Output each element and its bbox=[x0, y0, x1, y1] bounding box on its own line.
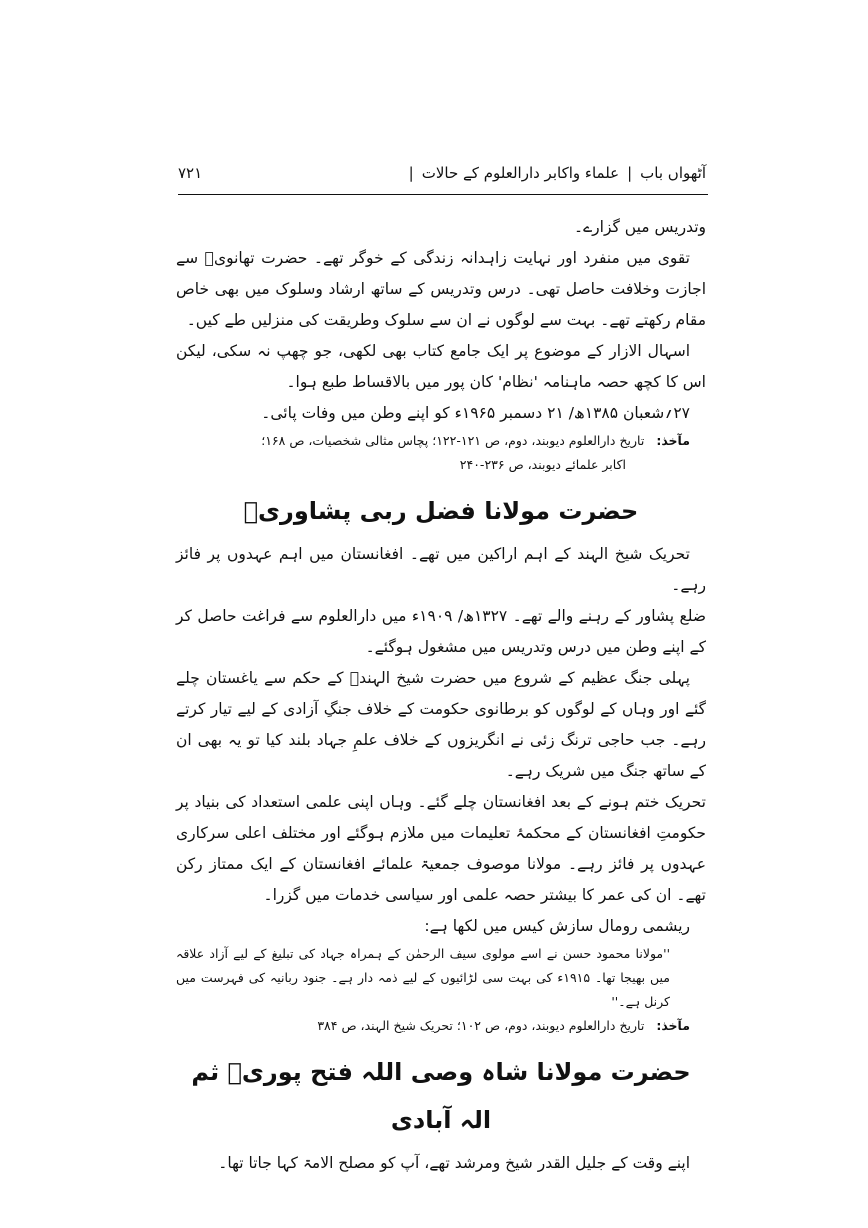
paragraph: ضلع پشاور کے رہنے والے تھے۔ ۱۳۲۷ھ/ ۱۹۰۹ء میں دارالعلوم سے فراغت حاصل کر کے اپنے وطن میں درس وتدریس میں مشغول ہوگئے۔ bbox=[176, 607, 706, 656]
page-body bbox=[176, 212, 706, 1179]
paragraph: تحریک شیخ الہند کے اہم اراکین میں تھے۔ افغانستان میں اہم عہدوں پر فائز رہے۔ bbox=[176, 545, 706, 594]
paragraph: وتدریس میں گزارے۔ bbox=[573, 218, 706, 236]
source-note bbox=[176, 1014, 706, 1038]
section-heading: حضرت مولانا فضل ربی پشاوریؒ bbox=[243, 497, 639, 525]
source-note-continued: اکابر علمائے دیوبند، ص ۲۳۶-۲۴۰ bbox=[459, 457, 626, 472]
paragraph: پہلی جنگ عظیم کے شروع میں حضرت شیخ الہندؒ کے حکم سے یاغستان چلے گئے اور وہاں کے لوگوں کو برطانوی حکومت کے خلاف جنگِ آزادی کے لیے تیار کرتے رہے۔ جب حاجی ترنگ زئی نے انگریزوں کے خلاف علمِ جہاد بلند کیا تو یہ بھی ان کے ساتھ جنگ میں شریک رہے۔ bbox=[176, 669, 706, 780]
page-number: ۷۲۱ bbox=[178, 164, 203, 182]
block-quote: ''مولانا محمود حسن نے اسے مولوی سیف الرحمٰن کے ہمراہ جہاد کی تبلیغ کے لیے آزاد علاقہ میں بھیجا تھا۔ ۱۹۱۵ء کی بہت سی لڑائیوں کے لیے ذمہ دار ہے۔ جنود ربانیہ کی فہرست میں کرنل ہے۔'' bbox=[176, 946, 670, 1009]
header-rule bbox=[178, 194, 708, 195]
section-heading: حضرت مولانا شاہ وصی اللہ فتح پوریؒ ثم الہ آبادی bbox=[191, 1058, 691, 1134]
paragraph: تحریک ختم ہونے کے بعد افغانستان چلے گئے۔ وہاں اپنی علمی استعداد کی بنیاد پر حکومتِ افغانستان کے محکمۂ تعلیمات میں ملازم ہوگئے اور مختلف اعلی سرکاری عہدوں پر فائز رہے۔ مولانا موصوف جمعیۃ علمائے افغانستان کے ایک ممتاز رکن تھے۔ ان کی عمر کا بیشتر حصہ علمی اور سیاسی خدمات میں گزرا۔ bbox=[176, 793, 706, 904]
source-note bbox=[176, 429, 706, 453]
paragraph: اپنے وقت کے جلیل القدر شیخ ومرشد تھے، آپ کو مصلح الامۃ کہا جاتا تھا۔ bbox=[218, 1154, 690, 1172]
source-label: مآخذ: bbox=[656, 1018, 690, 1033]
running-header bbox=[178, 160, 706, 186]
paragraph: اسہال الازار کے موضوع پر ایک جامع کتاب بھی لکھی، جو چھپ نہ سکی، لیکن اس کا کچھ حصہ ماہنامہ 'نظام' کان پور میں بالاقساط طبع ہوا۔ bbox=[176, 342, 706, 391]
paragraph: ۲۷؍شعبان ۱۳۸۵ھ/ ۲۱ دسمبر ۱۹۶۵ء کو اپنے وطن میں وفات پائی۔ bbox=[261, 404, 690, 422]
chapter-label: آٹھواں باب bbox=[640, 164, 706, 182]
source-text: تاریخ دارالعلوم دیوبند، دوم، ص ۱۰۲؛ تحریک شیخ الہند، ص ۳۸۴ bbox=[317, 1018, 645, 1033]
paragraph: ریشمی رومال سازش کیس میں لکھا ہے: bbox=[424, 917, 690, 935]
paragraph: تقوی میں منفرد اور نہایت زاہدانہ زندگی کے خوگر تھے۔ حضرت تھانویؒ سے اجازت وخلافت حاصل تھی۔ درس وتدریس کے ساتھ ارشاد وسلوک میں بھی خاص مقام رکھتے تھے۔ بہت سے لوگوں نے ان سے سلوک وطریقت کی منزلیں طے کیں۔ bbox=[176, 249, 706, 329]
header-separator: | bbox=[627, 164, 633, 182]
chapter-title: علماء واکابر دارالعلوم کے حالات bbox=[421, 164, 620, 182]
source-label: مآخذ: bbox=[656, 433, 690, 448]
source-text: تاریخ دارالعلوم دیوبند، دوم، ص ۱۲۱-۱۲۲؛ پچاس مثالی شخصیات، ص ۱۶۸؛ bbox=[261, 433, 645, 448]
header-separator: | bbox=[408, 164, 414, 182]
